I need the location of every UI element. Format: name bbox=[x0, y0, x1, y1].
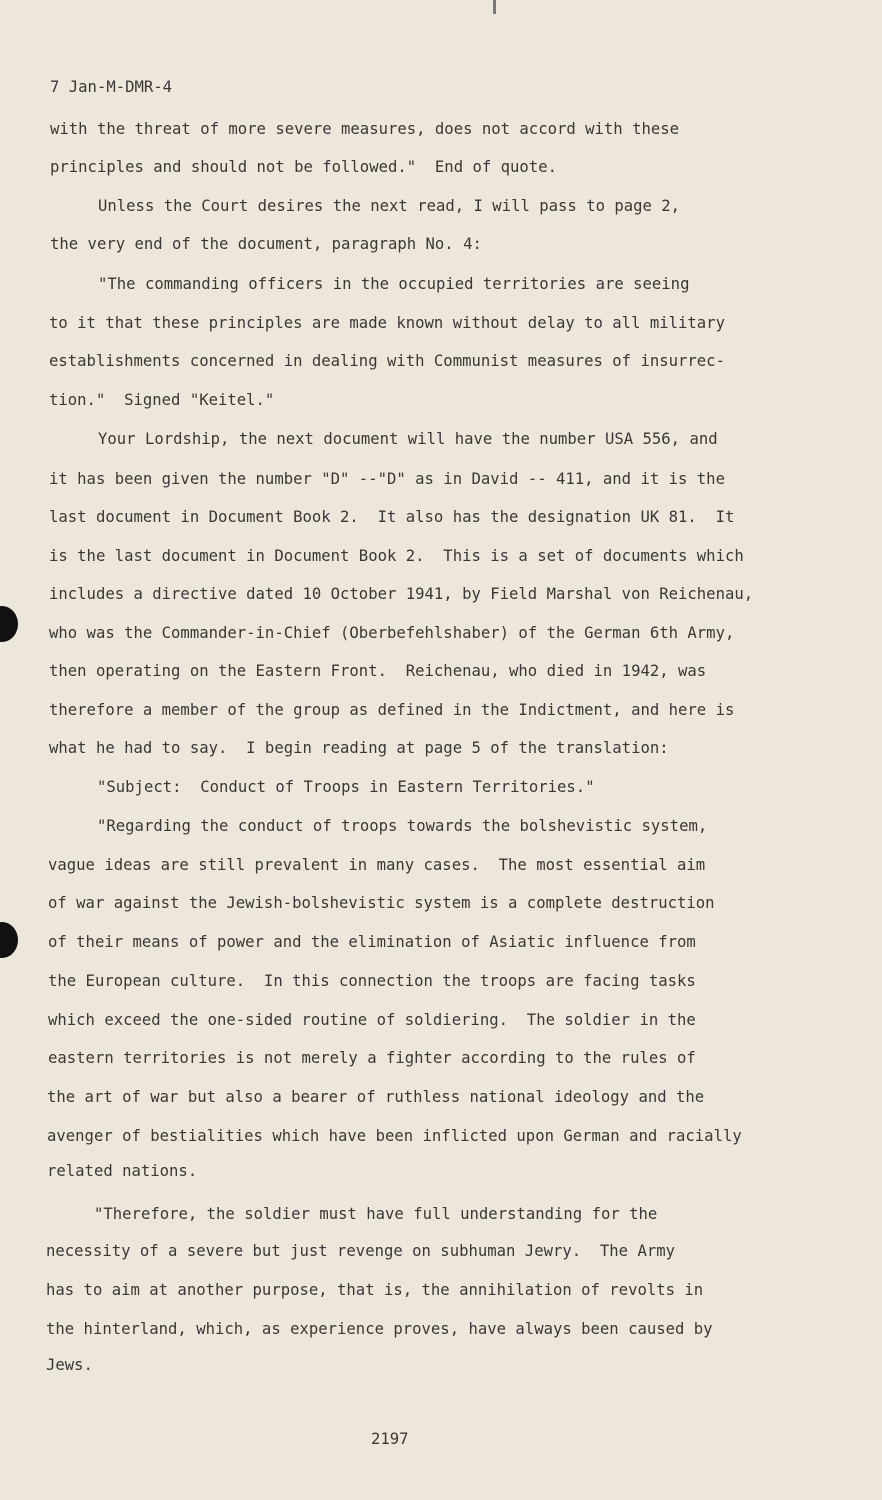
text-line: vague ideas are still prevalent in many cases. The most essential aim bbox=[48, 856, 706, 874]
text-line: the art of war but also a bearer of ruthless national ideology and the bbox=[47, 1088, 705, 1106]
text-line: is the last document in Document Book 2. This is a set of documents which bbox=[49, 547, 744, 565]
text-line: to it that these principles are made known without delay to all military bbox=[49, 314, 725, 332]
text-line: "Therefore, the soldier must have full understanding for the bbox=[94, 1205, 658, 1223]
text-line: includes a directive dated 10 October 1941, by Field Marshal von Reichenau, bbox=[49, 585, 754, 603]
text-line: establishments concerned in dealing with Communist measures of insurrec- bbox=[49, 352, 725, 370]
text-line: "Subject: Conduct of Troops in Eastern Territories." bbox=[97, 778, 595, 796]
text-line: last document in Document Book 2. It also has the designation UK 81. It bbox=[49, 508, 735, 526]
text-line: the very end of the document, paragraph No. 4: bbox=[50, 235, 482, 253]
document-header: 7 Jan-M-DMR-4 bbox=[50, 78, 173, 96]
text-line: Unless the Court desires the next read, I will pass to page 2, bbox=[98, 197, 681, 215]
text-line: then operating on the Eastern Front. Reichenau, who died in 1942, was bbox=[49, 662, 707, 680]
text-line: related nations. bbox=[47, 1162, 198, 1180]
text-line: with the threat of more severe measures, does not accord with these bbox=[50, 120, 680, 138]
text-line: it has been given the number "D" --"D" as in David -- 411, and it is the bbox=[49, 470, 725, 488]
text-line: Jews. bbox=[46, 1356, 93, 1374]
text-line: has to aim at another purpose, that is, the annihilation of revolts in bbox=[46, 1281, 704, 1299]
text-line: necessity of a severe but just revenge on subhuman Jewry. The Army bbox=[46, 1242, 676, 1260]
text-line: tion." Signed "Keitel." bbox=[49, 391, 275, 409]
text-line: avenger of bestialities which have been inflicted upon German and racially bbox=[47, 1127, 742, 1145]
text-line: therefore a member of the group as defined in the Indictment, and here is bbox=[49, 701, 735, 719]
text-line: which exceed the one-sided routine of soldiering. The soldier in the bbox=[48, 1011, 696, 1029]
text-line: who was the Commander-in-Chief (Oberbefehlshaber) of the German 6th Army, bbox=[49, 624, 735, 642]
text-line: "Regarding the conduct of troops towards the bolshevistic system, bbox=[97, 817, 708, 835]
text-line: "The commanding officers in the occupied territories are seeing bbox=[98, 275, 690, 293]
text-line: the hinterland, which, as experience proves, have always been caused by bbox=[46, 1320, 713, 1338]
text-line: principles and should not be followed." End of quote. bbox=[50, 158, 557, 176]
text-line: of war against the Jewish-bolshevistic system is a complete destruction bbox=[48, 894, 715, 912]
punch-hole bbox=[0, 606, 18, 642]
text-line: Your Lordship, the next document will have the number USA 556, and bbox=[98, 430, 718, 448]
page-number: 2197 bbox=[371, 1430, 409, 1448]
text-line: what he had to say. I begin reading at page 5 of the translation: bbox=[49, 739, 669, 757]
staple-mark bbox=[493, 0, 496, 14]
text-line: of their means of power and the elimination of Asiatic influence from bbox=[48, 933, 696, 951]
text-line: the European culture. In this connection the troops are facing tasks bbox=[48, 972, 696, 990]
punch-hole bbox=[0, 922, 18, 958]
text-line: eastern territories is not merely a fighter according to the rules of bbox=[48, 1049, 696, 1067]
